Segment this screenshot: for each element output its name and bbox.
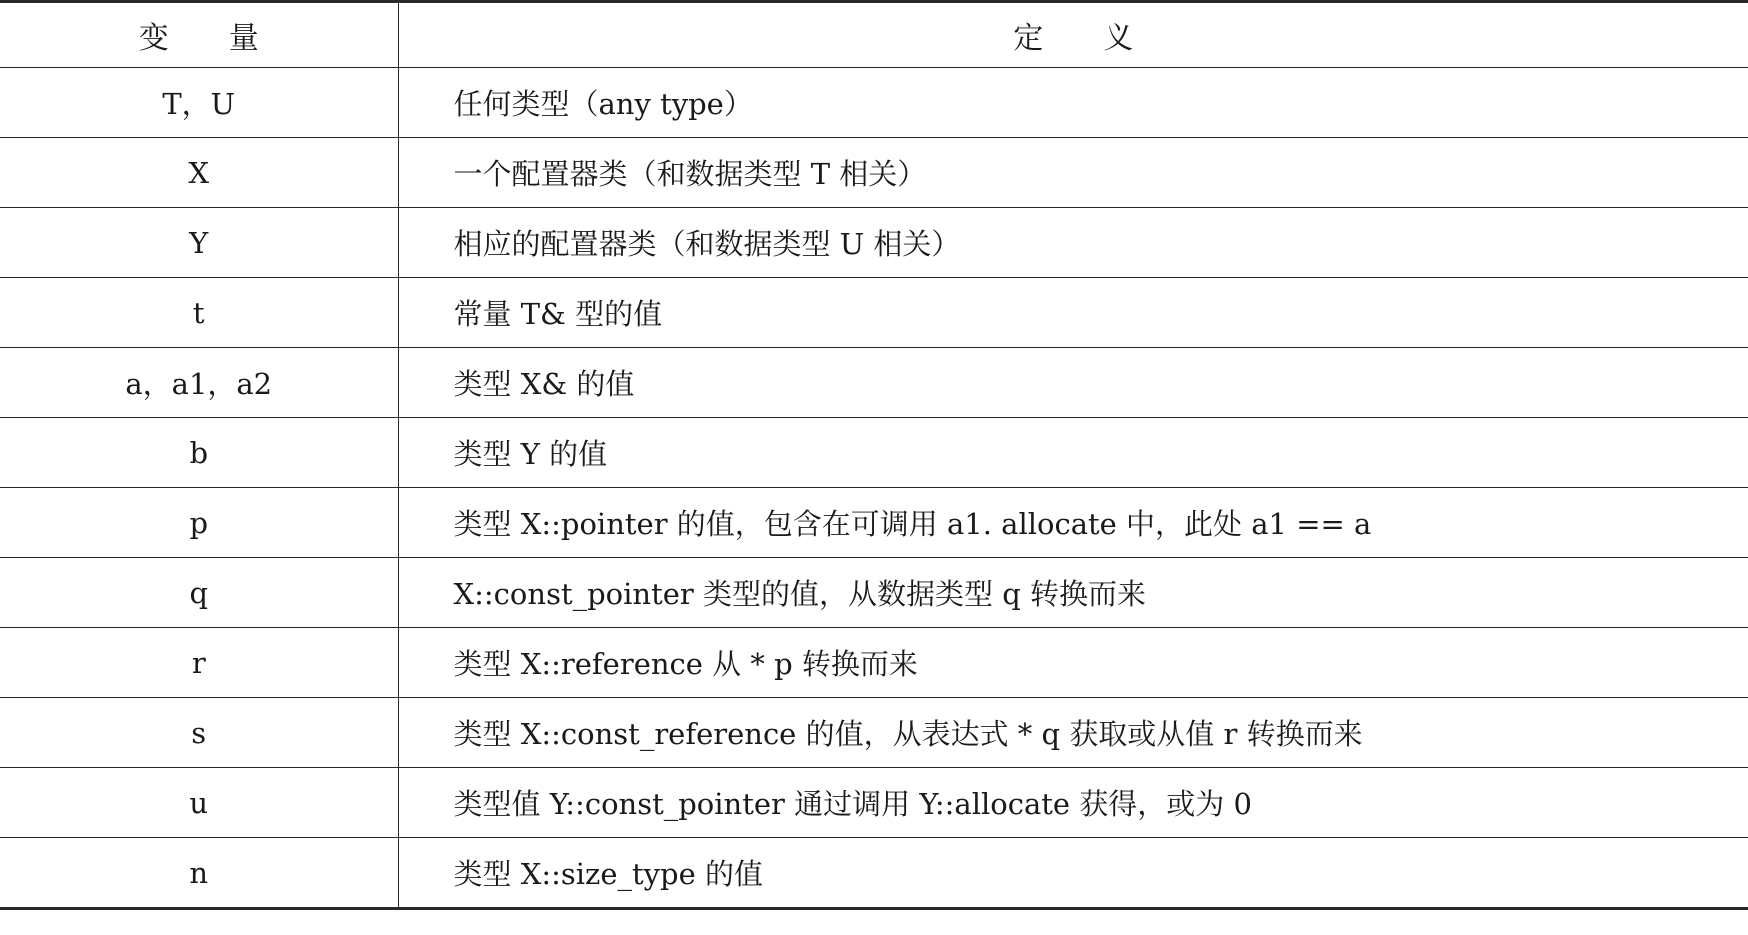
definition-cell: 类型值 Y::const_pointer 通过调用 Y::allocate 获得，或为 0: [398, 768, 1748, 838]
table-row: [0, 558, 1748, 628]
definition-cell: X::const_pointer 类型的值，从数据类型 q 转换而来: [398, 558, 1748, 628]
definition-cell: 类型 Y 的值: [398, 418, 1748, 488]
variable-cell: q: [0, 558, 398, 628]
table-row: [0, 628, 1748, 698]
table-row: [0, 208, 1748, 278]
table-row: [0, 68, 1748, 138]
table-row: [0, 138, 1748, 208]
definition-cell: 类型 X::reference 从 * p 转换而来: [398, 628, 1748, 698]
table-row: [0, 838, 1748, 909]
definition-cell: 类型 X::const_reference 的值，从表达式 * q 获取或从值 r 转换而来: [398, 698, 1748, 768]
variable-cell: u: [0, 768, 398, 838]
variable-cell: t: [0, 278, 398, 348]
definition-cell: 类型 X& 的值: [398, 348, 1748, 418]
table-row: [0, 698, 1748, 768]
definition-cell: 类型 X::pointer 的值，包含在可调用 a1. allocate 中，此处 a1 == a: [398, 488, 1748, 558]
header-definition: 定 义: [398, 2, 1748, 68]
variable-cell: Y: [0, 208, 398, 278]
definition-cell: 类型 X::size_type 的值: [398, 838, 1748, 909]
header-variable: 变 量: [0, 2, 398, 68]
variable-cell: a，a1，a2: [0, 348, 398, 418]
variable-cell: n: [0, 838, 398, 909]
table-row: [0, 278, 1748, 348]
variable-cell: T，U: [0, 68, 398, 138]
variable-cell: p: [0, 488, 398, 558]
definition-cell: 任何类型（any type）: [398, 68, 1748, 138]
definition-cell: 相应的配置器类（和数据类型 U 相关）: [398, 208, 1748, 278]
definition-cell: 常量 T& 型的值: [398, 278, 1748, 348]
table-header-row: [0, 2, 1748, 68]
variable-cell: b: [0, 418, 398, 488]
table-row: [0, 488, 1748, 558]
variable-cell: X: [0, 138, 398, 208]
table-row: [0, 348, 1748, 418]
table-row: [0, 418, 1748, 488]
table-row: [0, 768, 1748, 838]
variable-cell: r: [0, 628, 398, 698]
definition-cell: 一个配置器类（和数据类型 T 相关）: [398, 138, 1748, 208]
variable-cell: s: [0, 698, 398, 768]
